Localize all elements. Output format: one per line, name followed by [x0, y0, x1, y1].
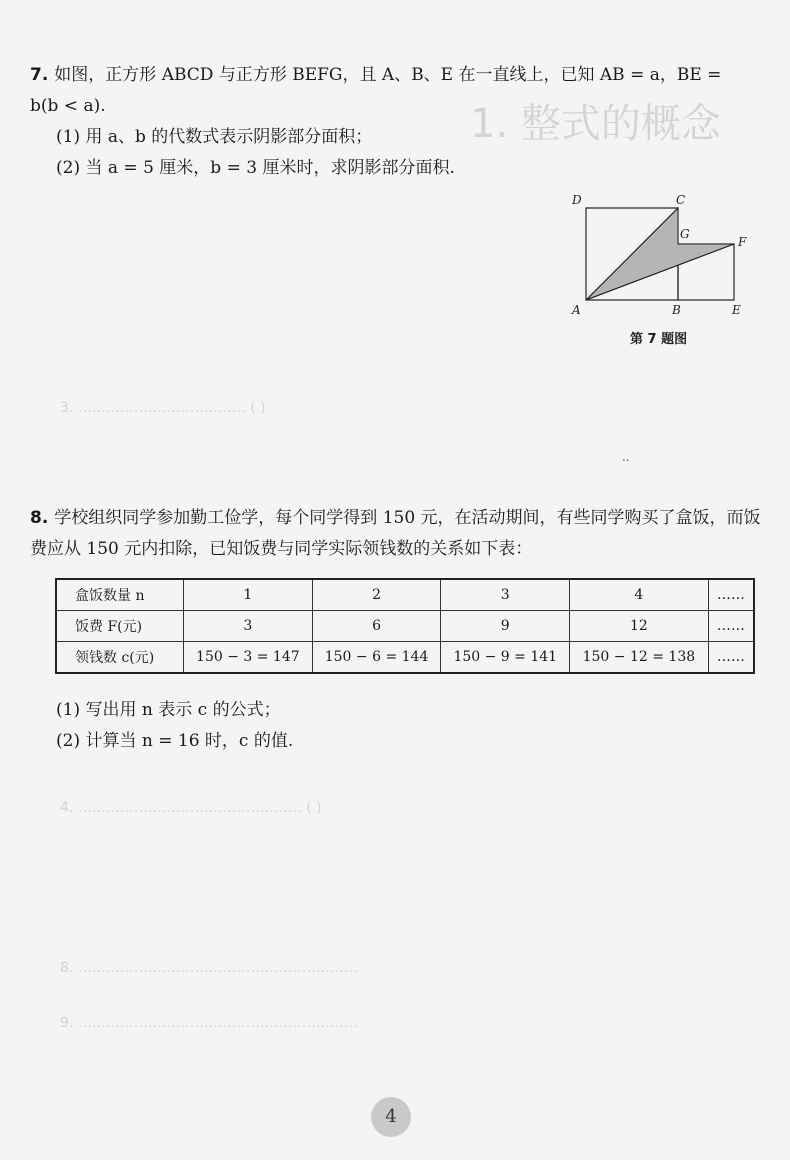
table-row — [56, 642, 754, 674]
problem-number: 8. — [30, 508, 49, 528]
table-cell: 150 − 9 = 141 — [441, 642, 570, 674]
meal-cost-table — [55, 578, 755, 674]
problem-number: 7. — [30, 65, 49, 85]
bleed-through-text: 9. …………………………………………………… — [60, 1015, 358, 1031]
table-cell: …… — [708, 579, 754, 611]
table-cell: 3 — [184, 611, 313, 642]
squares-figure — [560, 188, 760, 348]
label-g: G — [680, 227, 690, 241]
page-number: 4 — [371, 1097, 411, 1137]
problem-8-statement — [30, 503, 760, 534]
label-c: C — [676, 193, 686, 207]
table-cell: 9 — [441, 611, 570, 642]
shaded-region — [586, 208, 734, 300]
question-1: (1) 用 a、b 的代数式表示阴影部分面积； — [56, 127, 373, 147]
table-cell: 6 — [312, 611, 441, 642]
label-b: B — [672, 303, 681, 317]
table-cell: 4 — [570, 579, 709, 611]
label-a: A — [572, 303, 581, 317]
label-d: D — [572, 193, 582, 207]
table-cell: …… — [708, 642, 754, 674]
table-cell: 1 — [184, 579, 313, 611]
table-cell: 2 — [312, 579, 441, 611]
row-header: 饭费 F(元) — [56, 611, 184, 642]
bleed-through-text: 1. 整式的概念 — [470, 101, 721, 147]
row-header: 领钱数 c(元) — [56, 642, 184, 674]
problem-8 — [30, 503, 760, 565]
table-row — [56, 611, 754, 642]
table-row — [56, 579, 754, 611]
problem-8-questions — [30, 695, 760, 757]
problem-7 — [30, 60, 760, 184]
problem-text: 费应从 150 元内扣除，已知饭费与同学实际领钱数的关系如下表： — [30, 539, 533, 559]
problem-7-statement — [30, 60, 760, 91]
problem-text: 学校组织同学参加勤工俭学，每个同学得到 150 元，在活动期间，有些同学购买了盒饭，而饭 — [54, 508, 761, 528]
stray-mark: .. — [622, 450, 630, 464]
bleed-through-text: 4. ………………………………………… ( ) — [60, 800, 322, 816]
table-cell: 150 − 3 = 147 — [184, 642, 313, 674]
problem-text: b(b < a). — [30, 96, 106, 116]
question-2: (2) 当 a = 5 厘米，b = 3 厘米时，求阴影部分面积. — [56, 158, 455, 178]
bleed-through-text: 3. ……………………………… ( ) — [60, 400, 266, 416]
table-cell: …… — [708, 611, 754, 642]
label-e: E — [732, 303, 741, 317]
bleed-through-text: 8. …………………………………………………… — [60, 960, 358, 976]
table-cell: 150 − 6 = 144 — [312, 642, 441, 674]
table-cell: 3 — [441, 579, 570, 611]
table-cell: 12 — [570, 611, 709, 642]
figure-caption: 第 7 题图 — [630, 332, 688, 347]
label-f: F — [738, 235, 747, 249]
table-cell: 150 − 12 = 138 — [570, 642, 709, 674]
problem-text: 如图，正方形 ABCD 与正方形 BEFG，且 A、B、E 在一直线上，已知 AB = a，BE = — [54, 65, 722, 85]
row-header: 盒饭数量 n — [56, 579, 184, 611]
question-2: (2) 计算当 n = 16 时，c 的值. — [56, 731, 294, 751]
question-1: (1) 写出用 n 表示 c 的公式； — [56, 700, 281, 720]
